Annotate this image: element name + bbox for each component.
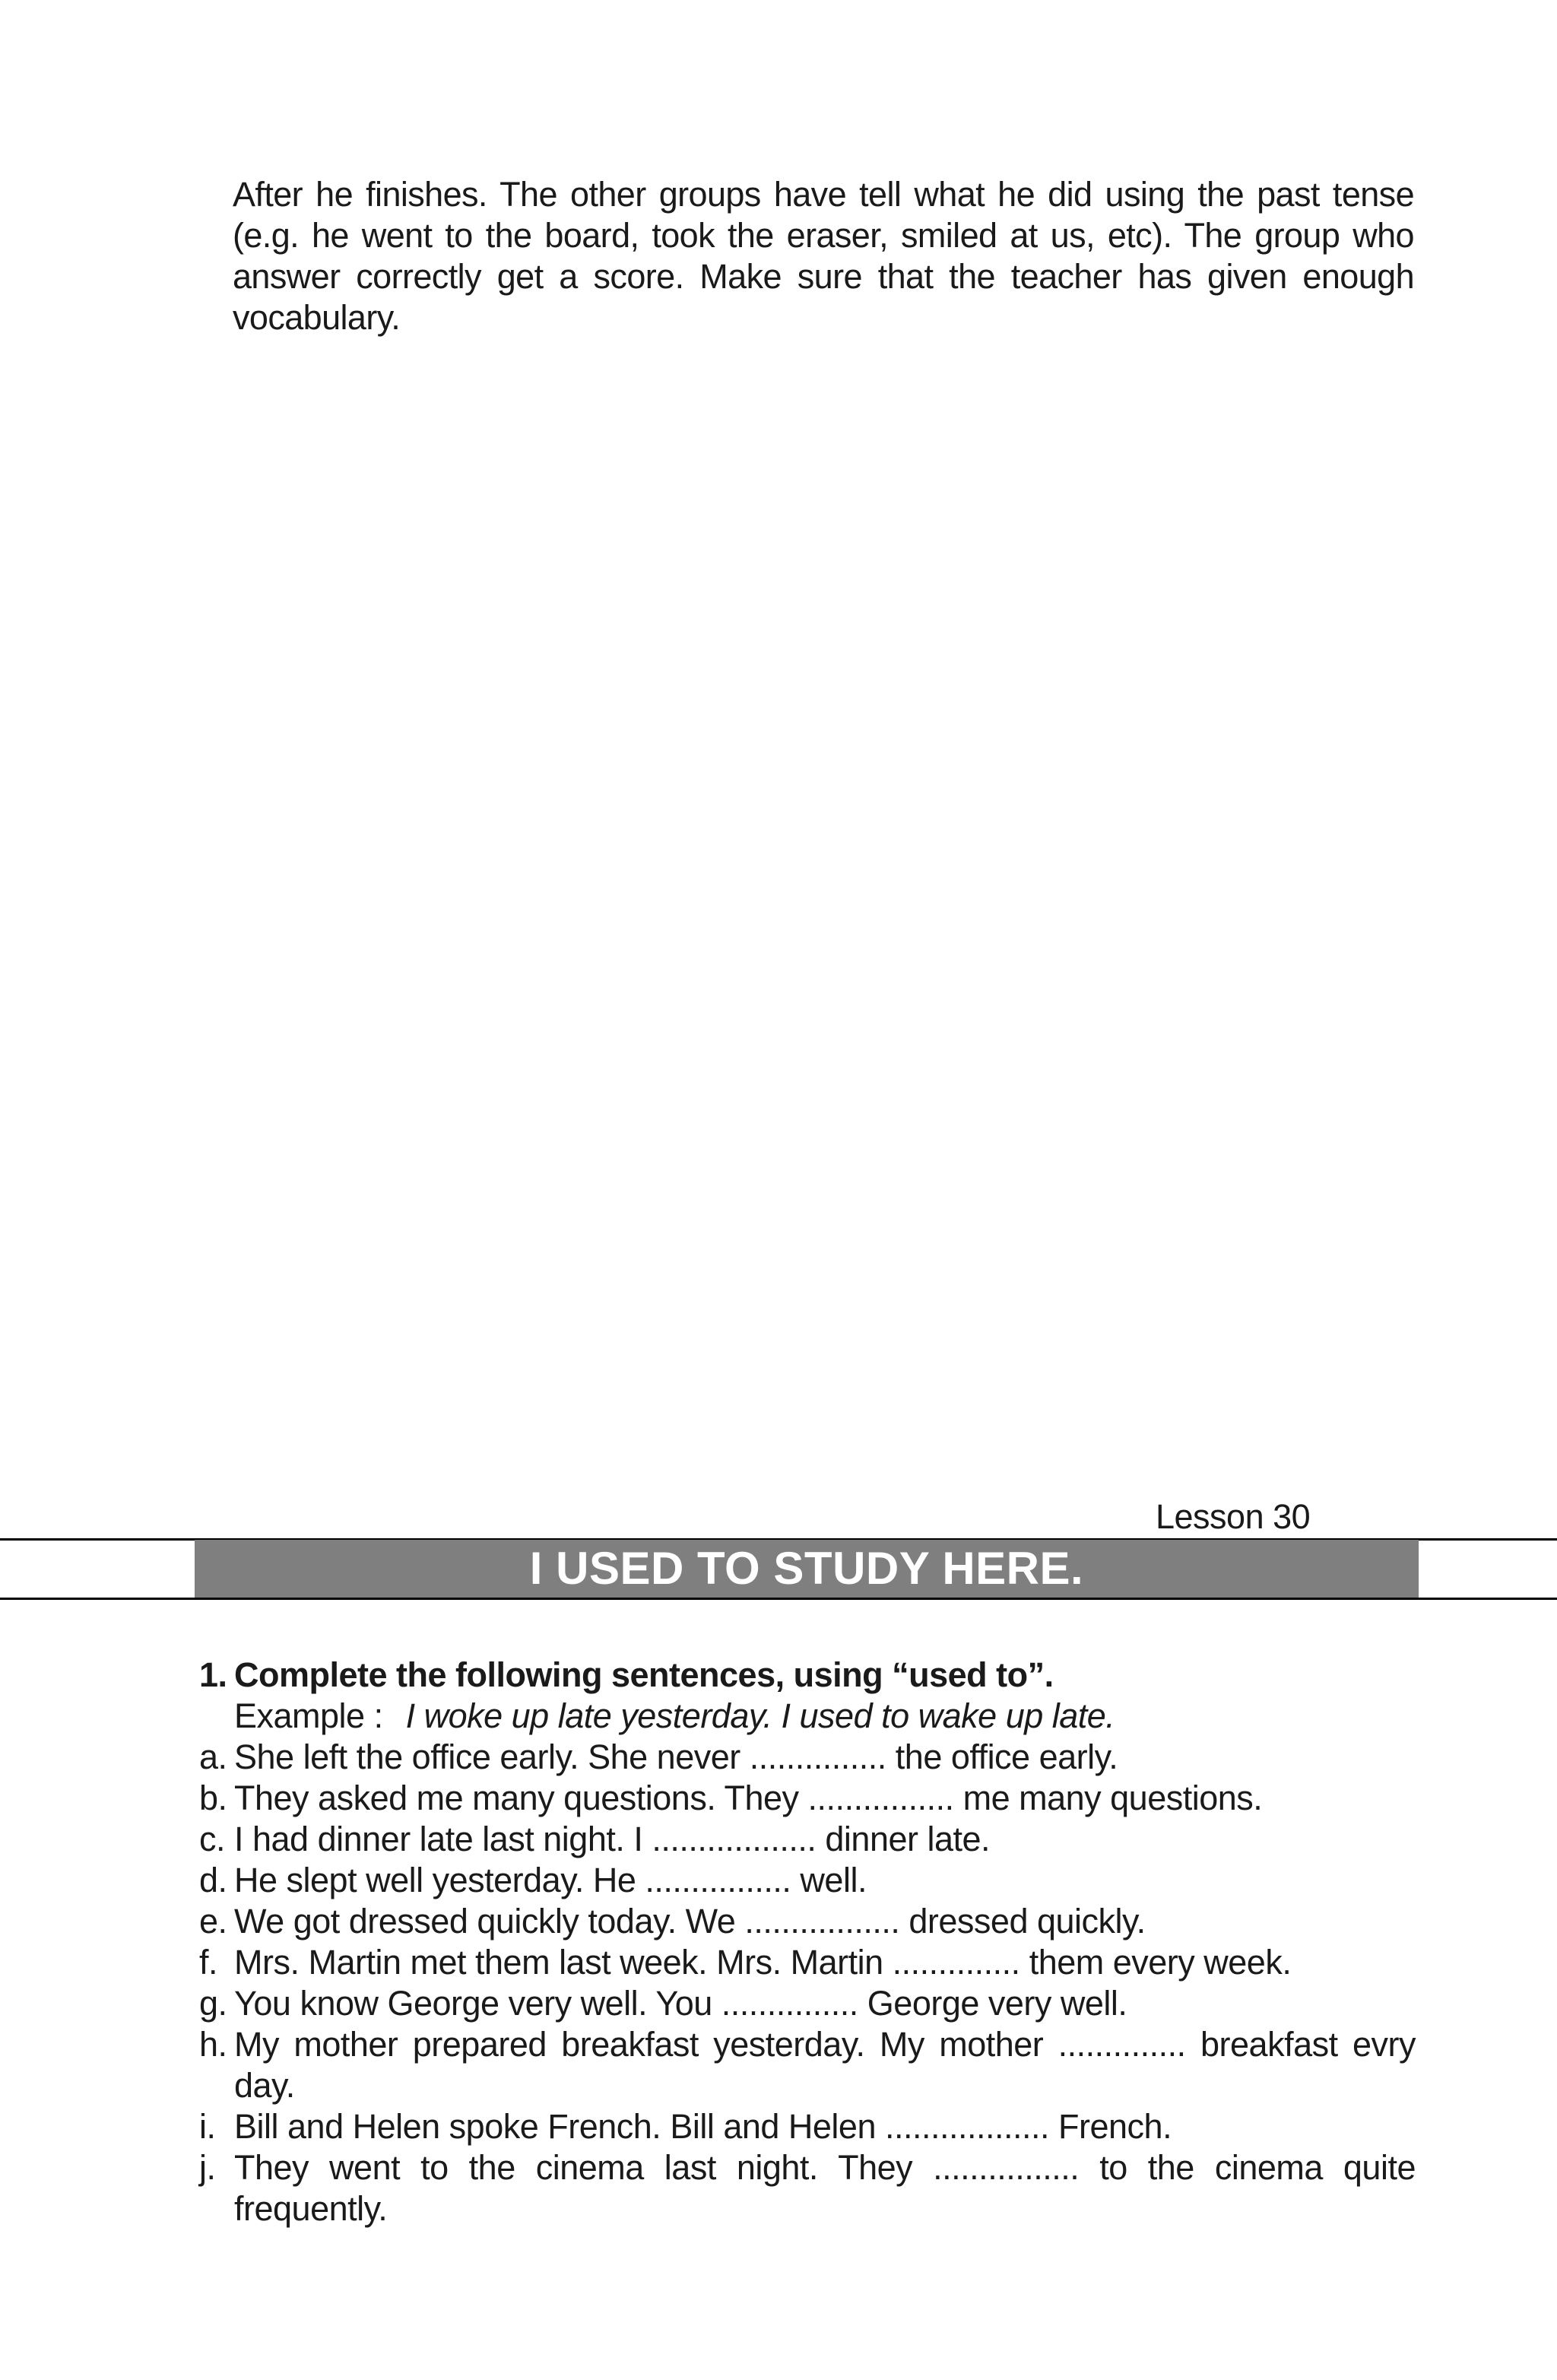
intro-paragraph: After he finishes. The other groups have tell what he did using the past tense (e.g. he went to the board, took the eraser, smiled at us, etc). The group who answer correctly get a score. Make sure that the teacher has given enough vocabulary. [233, 175, 1414, 337]
header-bottom-rule [0, 1598, 1557, 1600]
item-letter: e. [199, 1902, 227, 1940]
exercise-item [199, 1901, 1416, 1942]
item-text: We got dressed quickly today. We ................. dressed quickly. [234, 1902, 1146, 1940]
item-letter: a. [199, 1737, 227, 1776]
exercise-item [199, 1860, 1416, 1901]
item-text: They asked me many questions. They ................ me many questions. [234, 1779, 1263, 1817]
item-text: Mrs. Martin met them last week. Mrs. Martin .............. them every week. [234, 1943, 1292, 1982]
lesson-label: Lesson 30 [1156, 1497, 1311, 1536]
exercise-number: 1. [199, 1655, 227, 1694]
exercise-heading [199, 1655, 1416, 1696]
exercise-item [199, 1778, 1416, 1819]
exercise-item [199, 2106, 1416, 2147]
item-text: My mother prepared breakfast yesterday. My mother .............. breakfast evry day. [234, 2025, 1416, 2105]
lesson-title: I USED TO STUDY HERE. [195, 1540, 1419, 1598]
exercise-item [199, 1983, 1416, 2024]
item-text: Bill and Helen spoke French. Bill and Helen .................. French. [234, 2107, 1172, 2146]
exercise-item [199, 2147, 1416, 2229]
exercise-section [199, 1655, 1416, 2229]
item-text: You know George very well. You ............... George very well. [234, 1984, 1127, 2023]
item-letter: d. [199, 1861, 227, 1899]
item-text: They went to the cinema last night. They ................ to the cinema quite frequently. [234, 2148, 1416, 2228]
exercise-items [199, 1737, 1416, 2229]
item-letter: g. [199, 1984, 227, 2023]
item-letter: i. [199, 2107, 216, 2146]
exercise-instruction: Complete the following sentences, using “used to”. [234, 1655, 1054, 1694]
exercise-item [199, 1942, 1416, 1983]
item-letter: f. [199, 1943, 218, 1982]
exercise-example [199, 1696, 1416, 1737]
item-letter: h. [199, 2025, 227, 2064]
example-label: Example : [234, 1696, 383, 1735]
item-letter: c. [199, 1820, 226, 1858]
item-text: He slept well yesterday. He ................ well. [234, 1861, 867, 1899]
item-text: She left the office early. She never ............... the office early. [234, 1737, 1118, 1776]
exercise-item [199, 1819, 1416, 1860]
exercise-item [199, 2024, 1416, 2106]
item-letter: b. [199, 1779, 227, 1817]
item-text: I had dinner late last night. I .................. dinner late. [234, 1820, 991, 1858]
exercise-item [199, 1737, 1416, 1778]
example-sentence: I woke up late yesterday. I used to wake up late. [405, 1696, 1115, 1735]
item-letter: j. [199, 2148, 216, 2187]
